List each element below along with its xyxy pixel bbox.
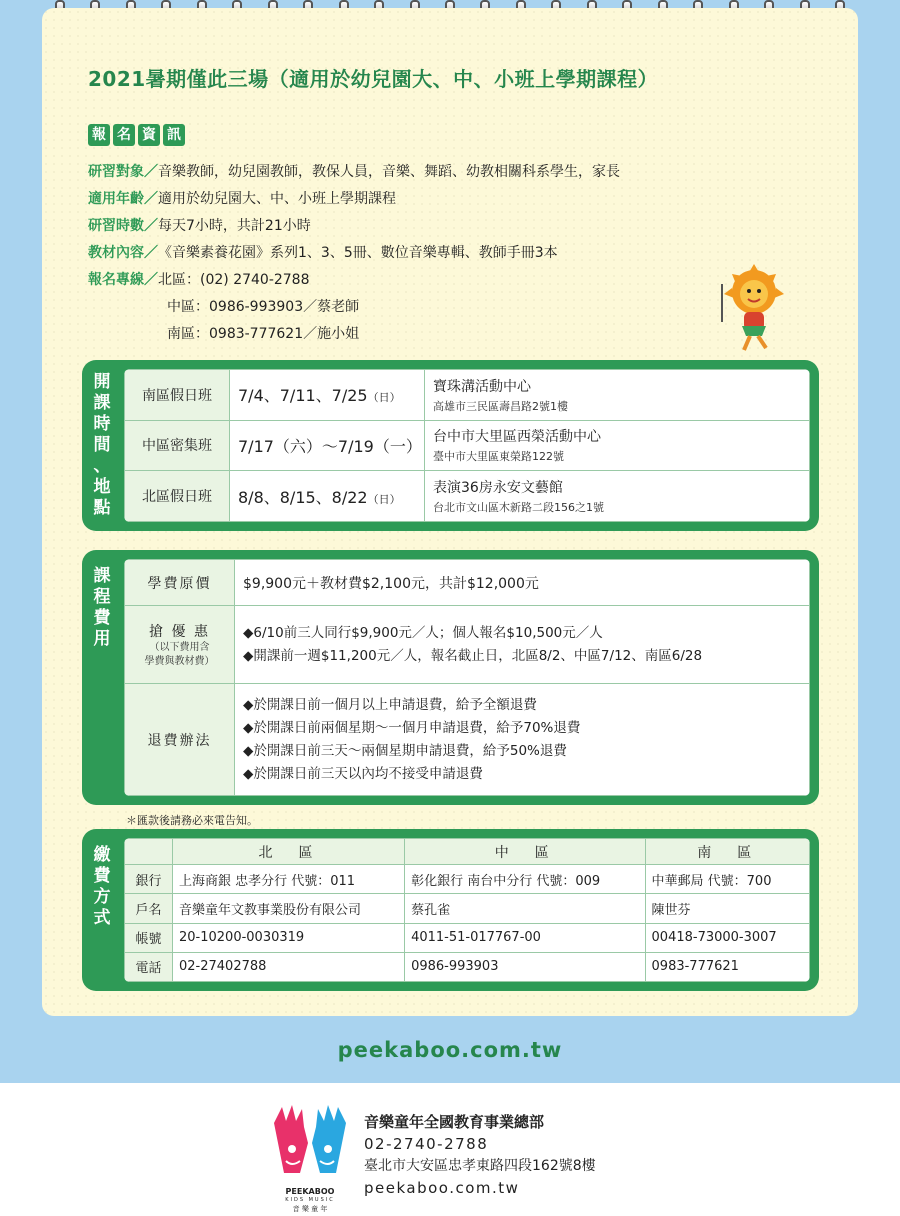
- brand-cn: 音 樂 童 年: [292, 1205, 328, 1213]
- label-char: 資: [138, 124, 160, 146]
- cell: 中華郵局 代號：700: [645, 865, 809, 894]
- lion-mascot-illustration: [714, 264, 794, 354]
- cell: 0983-777621: [645, 952, 809, 981]
- fees-side-label: 課 程 費 用: [93, 566, 111, 649]
- website-link[interactable]: peekaboo.com.tw: [337, 1038, 563, 1062]
- org-address: 臺北市大安區忠孝東路四段162號8樓: [364, 1158, 596, 1174]
- schedule-table: [124, 369, 810, 522]
- venue-name: 寶珠溝活動中心: [433, 378, 531, 395]
- label-char: 訊: [163, 124, 185, 146]
- fee-value: $9,900元＋教材費$2,100元，共計$12,000元: [235, 560, 810, 606]
- info-hotline-central: 中區：0986-993903／蔡老師: [167, 299, 360, 315]
- fees-table: [124, 559, 810, 796]
- row-label: 電話: [125, 952, 173, 981]
- schedule-section: [82, 360, 819, 531]
- row-label: 戶名: [125, 894, 173, 923]
- venue-name: 表演36房永安文藝館: [433, 480, 563, 497]
- table-row: [125, 606, 810, 684]
- table-row: [125, 471, 810, 522]
- fee-label: 搶 優 惠 （以下費用含 學費與教材費）: [125, 606, 235, 684]
- column-header: 北 區: [173, 839, 405, 865]
- label-char: 名: [113, 124, 135, 146]
- cell: 上海商銀 忠孝分行 代號：011: [173, 865, 405, 894]
- column-header: 南 區: [645, 839, 809, 865]
- venue-address: 台北市文山區木新路二段156之1號: [433, 501, 604, 515]
- cell: 音樂童年文教事業股份有限公司: [173, 894, 405, 923]
- info-age: 適用年齡／適用於幼兒園大、中、小班上學期課程: [88, 191, 396, 207]
- class-dates: 7/4、7/11、7/25（日）: [230, 370, 425, 421]
- remittance-note: ＊匯款後請務必來電告知。: [126, 814, 258, 827]
- org-phone: 02-2740-2788: [364, 1135, 489, 1153]
- payment-section: [82, 829, 819, 991]
- registration-label: [88, 124, 185, 146]
- table-row: [125, 952, 810, 981]
- table-header-row: [125, 839, 810, 865]
- org-name: 音樂童年全國教育事業總部: [364, 1113, 545, 1131]
- venue-address: 臺中市大里區東榮路122號: [433, 450, 564, 464]
- org-website[interactable]: peekaboo.com.tw: [364, 1179, 520, 1197]
- payment-table: [124, 838, 810, 982]
- table-row: [125, 684, 810, 796]
- cell: 4011-51-017767-00: [405, 923, 645, 952]
- table-row: [125, 923, 810, 952]
- brand-sub: KIDS MUSIC: [285, 1197, 335, 1203]
- row-label: 銀行: [125, 865, 173, 894]
- peekaboo-logo: [270, 1103, 350, 1213]
- headquarters-info: [364, 1111, 596, 1199]
- cell: 0986-993903: [405, 952, 645, 981]
- column-header: 中 區: [405, 839, 645, 865]
- hands-icon: [270, 1103, 350, 1185]
- info-hours: 研習時數／每天7小時，共計21小時: [88, 218, 311, 234]
- table-row: [125, 370, 810, 421]
- payment-side-label: 繳 費 方 式: [93, 845, 111, 928]
- table-row: [125, 894, 810, 923]
- info-materials: 教材內容／《音樂素養花園》系列1、3、5冊、數位音樂專輯、教師手冊3本: [88, 245, 558, 261]
- table-row: [125, 560, 810, 606]
- class-dates: 8/8、8/15、8/22（日）: [230, 471, 425, 522]
- class-name: 中區密集班: [125, 420, 230, 471]
- fee-value: ◆6/10前三人同行$9,900元／人；個人報名$10,500元／人 ◆開課前一週$11,200元／人，報名截止日，北區8/2、中區7/12、南區6/28: [235, 606, 810, 684]
- class-name: 南區假日班: [125, 370, 230, 421]
- row-label: 帳號: [125, 923, 173, 952]
- cell: 00418-73000-3007: [645, 923, 809, 952]
- cell: 20-10200-0030319: [173, 923, 405, 952]
- venue-address: 高雄市三民區壽昌路2號1樓: [433, 399, 568, 413]
- fees-section: [82, 550, 819, 805]
- info-hotline-south: 南區：0983-777621／施小姐: [167, 326, 360, 342]
- class-dates: 7/17（六）～7/19（一）: [230, 420, 425, 471]
- label-char: 報: [88, 124, 110, 146]
- schedule-side-label: 開 課 時 間 、 地 點: [93, 372, 111, 518]
- info-audience: 研習對象／音樂教師，幼兒園教師，教保人員，音樂、舞蹈、幼教相關科系學生，家長: [88, 164, 620, 180]
- class-name: 北區假日班: [125, 471, 230, 522]
- footer: [0, 1083, 900, 1216]
- cell: 02-27402788: [173, 952, 405, 981]
- info-hotline: 報名專線／北區：(02) 2740-2788: [88, 272, 310, 288]
- table-row: [125, 420, 810, 471]
- fee-label: 退費辦法: [125, 684, 235, 796]
- fee-value: ◆於開課日前一個月以上申請退費，給予全額退費 ◆於開課日前兩個星期～一個月申請退費，給予70%退費 ◆於開課日前三天～兩個星期申請退費，給予50%退費 ◆於開課日前三天以內均不接受申請退費: [235, 684, 810, 796]
- cell: 彰化銀行 南台中分行 代號：009: [405, 865, 645, 894]
- brand-name: PEEKABOO: [285, 1187, 335, 1196]
- venue-name: 台中市大里區西榮活動中心: [433, 429, 601, 446]
- cell: 陳世芬: [645, 894, 809, 923]
- fee-label: 學費原價: [125, 560, 235, 606]
- page-title: 2021暑期僅此三場（適用於幼兒園大、中、小班上學期課程）: [88, 67, 659, 91]
- cell: 蔡孔雀: [405, 894, 645, 923]
- table-row: [125, 865, 810, 894]
